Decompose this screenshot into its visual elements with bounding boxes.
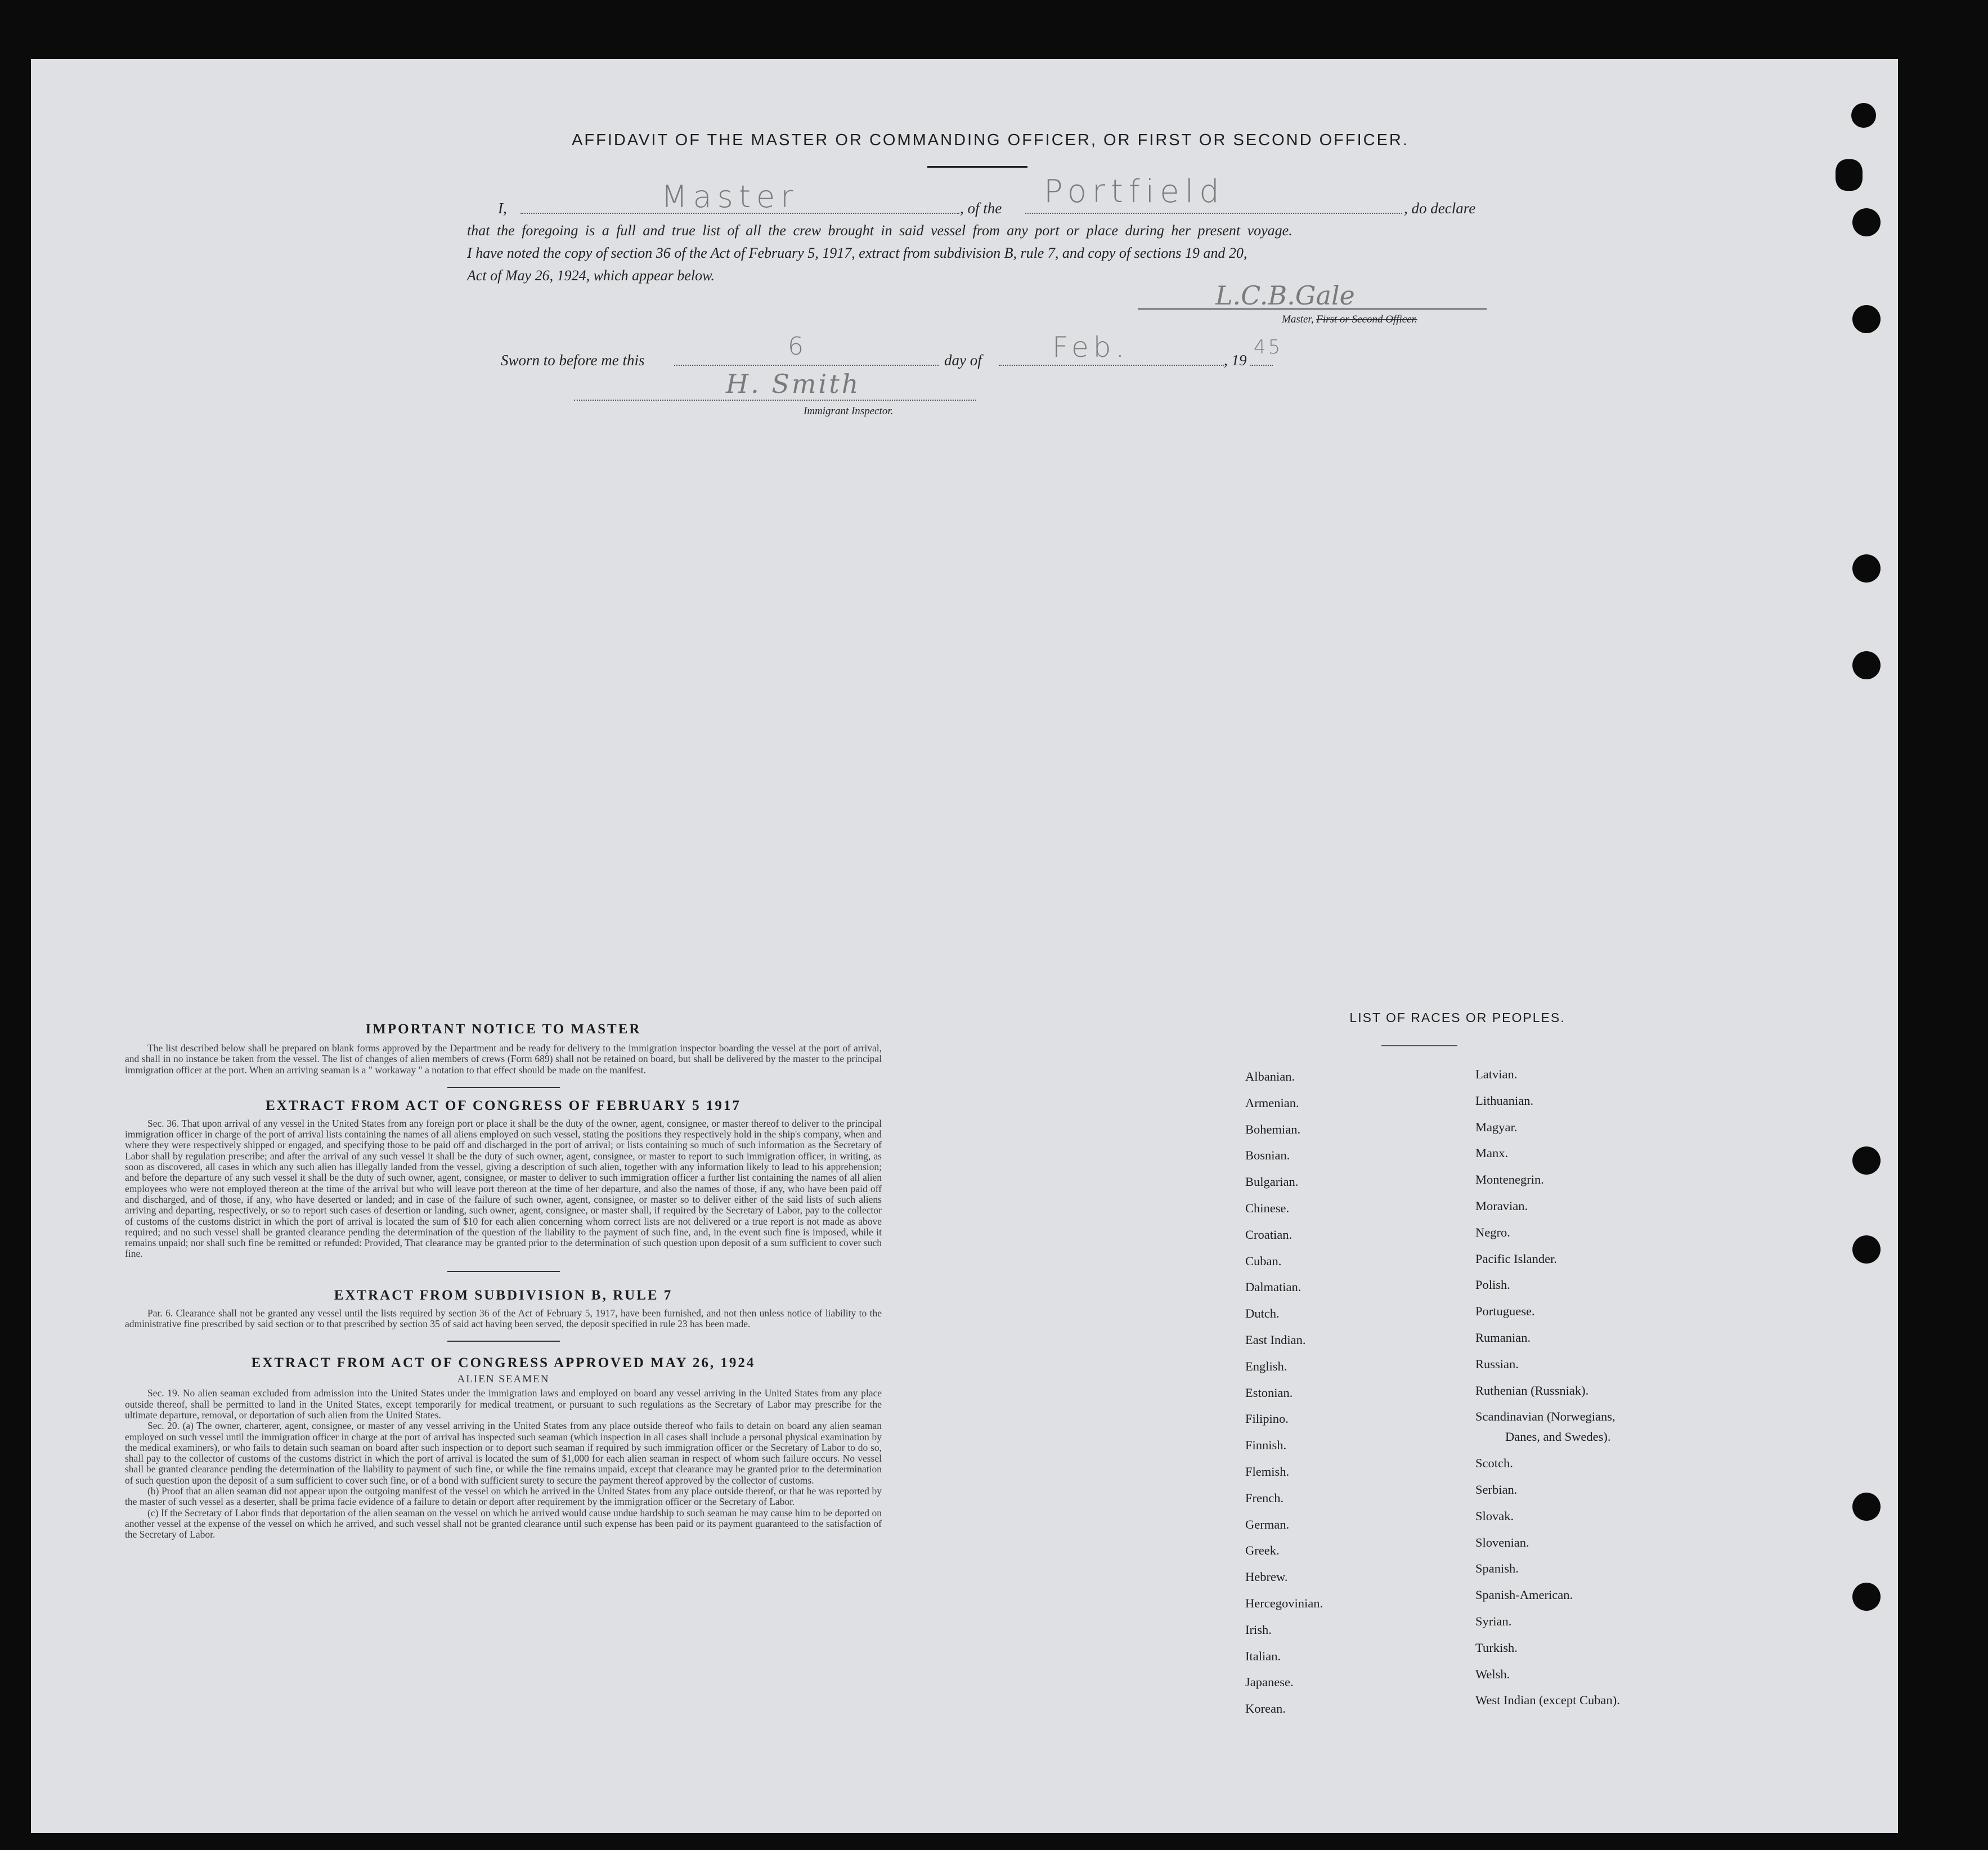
race-item: Rumanian. — [1475, 1331, 1531, 1345]
races-title: LIST OF RACES OR PEOPLES. — [1349, 1010, 1565, 1025]
day-of-label: day of — [944, 352, 982, 369]
officer-handwritten: Master — [661, 179, 799, 214]
sworn-month-line — [999, 365, 1224, 366]
race-item: Croatian. — [1245, 1227, 1293, 1242]
race-item: Hercegovinian. — [1245, 1596, 1323, 1610]
race-item: Flemish. — [1245, 1464, 1290, 1479]
race-item: Hebrew. — [1245, 1570, 1288, 1584]
punch-hole — [1852, 1493, 1881, 1521]
vessel-line — [1025, 213, 1402, 214]
inspector-signature: H. Smith — [726, 369, 861, 399]
punch-hole — [1851, 103, 1876, 128]
race-item: Greek. — [1245, 1543, 1280, 1558]
race-item: West Indian (except Cuban). — [1475, 1693, 1620, 1708]
race-item: English. — [1245, 1359, 1287, 1373]
race-item: Slovak. — [1475, 1508, 1514, 1523]
punch-hole — [1852, 1146, 1881, 1175]
inspector-signature-line — [574, 400, 976, 401]
race-item: Russian. — [1475, 1356, 1519, 1371]
i-label: I, — [498, 200, 507, 217]
race-item: Montenegrin. — [1475, 1172, 1544, 1187]
punch-hole — [1852, 1583, 1881, 1611]
extract-1917-body: Sec. 36. That upon arrival of any vessel in the United States from any foreign port or place it shall be the duty of the owner, agent, consignee, or master thereof to deliver to the principal immigration officer in charge of the port of arrival lists containing the names of all aliens employed on such vessel, stating the positions they respectively hold in the ship's company, when and where they were respectively shipped or engaged, and specifying those to be paid off and discharged in the port of arrival; or lists containing so much of such information as the Secretary of Labor shall by regulation prescribe; and after the arrival of any such vessel it shall be the duty of such owner, agent, consignee, or master to report to such immigration officer, in writing, as soon as discovered, all cases in which any such alien has illegally landed from the vessel, giving a description of such alien, together with any information likely to lead to his apprehension; and before the departure of any such vessel it shall be the duty of such owner, agent, consignee, or master to deliver to such immigration officer a further list containing the names of all alien employees who were not employed thereon at the time of the arrival but who will leave port thereon at the time of her departure, and also the names of those, if any, who have been paid off and discharged, and of those, if any, who have deserted or landed; and in case of the failure of such owner, agent, consignee, or master so to deliver either of the said lists of such aliens arriving and departing, respectively, or so to report such cases of desertion or landing, such owner, agent, consignee, or master shall, if required by the Secretary of Labor, pay to the collector of customs of the customs district in which the port of arrival is located the sum of $10 for each alien concerning whom correct lists are not delivered or a true report is not made as above required; and no such vessel shall be granted clearance pending the determination of the question of the liability to the payment of such fine, and, in the event such fine is imposed, while it remains unpaid; nor shall such fine be remitted or refunded: Provided, That clearance may be granted prior to the determination of such question upon deposit of a sum sufficient to cover such fine. — [125, 1117, 882, 1260]
races-column-1 — [1245, 1069, 1448, 1733]
punch-hole — [1852, 651, 1881, 679]
do-declare-label: , do declare — [1404, 200, 1476, 217]
race-item: Latvian. — [1475, 1067, 1518, 1081]
punch-hole — [1836, 159, 1863, 191]
extract-1924-sec19: Sec. 19. No alien seaman excluded from admission into the United States under the immigration laws and employed on board any vessel arriving in the United States from any place outside thereof, shall be permitted to land in the United States, except temporarily for medical treatment, or pursuant to such regulations as the Secretary of Labor may prescribe for the ultimate departure, removal, or deportation of such alien from the United States. — [125, 1387, 882, 1421]
race-item: Armenian. — [1245, 1095, 1299, 1110]
year-line — [1250, 365, 1273, 366]
section-rule — [447, 1341, 560, 1342]
year-prefix: , 19 — [1224, 352, 1247, 369]
race-item: Scotch. — [1475, 1456, 1513, 1471]
race-item: Serbian. — [1475, 1482, 1518, 1497]
extract-rule7-title: EXTRACT FROM SUBDIVISION B, RULE 7 — [334, 1287, 673, 1303]
master-signature-line — [1138, 308, 1487, 310]
punch-hole — [1852, 554, 1881, 583]
race-item: Bulgarian. — [1245, 1175, 1299, 1189]
extract-1924-title: EXTRACT FROM ACT OF CONGRESS APPROVED MAY 26, 1924 — [251, 1355, 756, 1371]
sworn-label: Sworn to before me this — [501, 352, 645, 369]
race-item: Bohemian. — [1245, 1122, 1301, 1136]
notices-column — [125, 1022, 882, 1540]
race-item: Welsh. — [1475, 1667, 1510, 1681]
sworn-day-line — [674, 365, 939, 366]
notice-title: IMPORTANT NOTICE TO MASTER — [365, 1022, 641, 1037]
race-item: Filipino. — [1245, 1412, 1289, 1426]
race-item: Magyar. — [1475, 1119, 1518, 1134]
punch-hole — [1852, 208, 1881, 236]
signature-label — [1282, 313, 1417, 326]
race-item: Japanese. — [1245, 1675, 1294, 1690]
struck-label: First or Second Officer. — [1316, 313, 1417, 325]
section-rule — [447, 1087, 560, 1088]
affidavit-line-3: I have noted the copy of section 36 of the Act of February 5, 1917, extract from subdivision B, rule 7, and copy of sections 19 and 20, — [467, 245, 1247, 261]
inspector-label: Immigrant Inspector. — [804, 405, 894, 417]
race-item: Polish. — [1475, 1278, 1510, 1292]
race-item: Dalmatian. — [1245, 1280, 1302, 1294]
race-item: Bosnian. — [1245, 1148, 1290, 1163]
race-item: German. — [1245, 1517, 1290, 1531]
race-item: Lithuanian. — [1475, 1093, 1534, 1108]
of-the-label: , of the — [960, 200, 1002, 217]
race-item: Estonian. — [1245, 1385, 1293, 1400]
affidavit-line-2: that the foregoing is a full and true list of all the crew brought in said vessel from any port or place during her present voyage. — [467, 222, 1293, 239]
race-item: Irish. — [1245, 1622, 1272, 1637]
affidavit-title: AFFIDAVIT OF THE MASTER OR COMMANDING OFFICER, OR FIRST OR SECOND OFFICER. — [572, 131, 1409, 149]
race-item: Dutch. — [1245, 1306, 1280, 1321]
race-item: East Indian. — [1245, 1333, 1306, 1347]
race-item: Chinese. — [1245, 1201, 1290, 1215]
race-item: Cuban. — [1245, 1253, 1282, 1268]
race-item: Scandinavian (Norwegians, — [1475, 1409, 1615, 1424]
race-item: Spanish. — [1475, 1561, 1519, 1576]
title-rule — [927, 166, 1027, 168]
notice-body: The list described below shall be prepared on blank forms approved by the Department and be ready for delivery to the immigration inspector boarding the vessel at the port of arrival, and shall in no instance be taken from the vessel. The list of changes of alien members of crews (Form 689) shall not be retained on board, but shall be delivered by the master to the principal immigration officer at the port. When an arriving seaman is a " workaway " a notation to that effect should be made on the manifest. — [125, 1042, 882, 1076]
section-rule — [447, 1271, 560, 1272]
extract-rule7-body: Par. 6. Clearance shall not be granted any vessel until the lists required by section 36 of the Act of February 5, 1917, have been furnished, and not then unless notice of liability to the administrative fine prescribed by said section or to that prescribed by section 35 of said act having been served, the deposit specified in rule 23 has been made. — [125, 1307, 882, 1330]
races-title-rule — [1381, 1045, 1457, 1046]
affidavit-line-4: Act of May 26, 1924, which appear below. — [467, 267, 715, 284]
master-label: Master, — [1282, 313, 1314, 325]
race-item: Syrian. — [1475, 1614, 1512, 1628]
master-signature: L.C.B.Gale — [1215, 280, 1355, 311]
extract-1924-sec20b: (b) Proof that an alien seaman did not appear upon the outgoing manifest of the vessel on which he arrived in the United States from any place outside thereof, or that he was reported by the master of such vessel as a deserter, shall be prima facie evidence of a failure to detain or deport after requirement by the immigration officer or the Secretary of Labor. — [125, 1485, 882, 1508]
sworn-month-handwritten: Feb. — [1052, 331, 1129, 364]
punch-hole — [1852, 1235, 1881, 1264]
race-item: Danes, and Swedes). — [1505, 1430, 1611, 1444]
race-item: Finnish. — [1245, 1438, 1287, 1453]
race-item: Manx. — [1475, 1146, 1509, 1161]
races-column-2 — [1475, 1067, 1712, 1731]
extract-1917-title: EXTRACT FROM ACT OF CONGRESS OF FEBRUARY 5 1917 — [266, 1098, 741, 1113]
year-handwritten: 45 — [1254, 336, 1283, 359]
race-item: Slovenian. — [1475, 1535, 1529, 1549]
race-item: Negro. — [1475, 1225, 1510, 1239]
race-item: Pacific Islander. — [1475, 1251, 1557, 1266]
extract-1924-sec20c: (c) If the Secretary of Labor finds that deportation of the alien seaman on the vessel on which he arrived would cause undue hardship to such seaman he may cause him to be deported on another vessel at the expense of the vessel on which he arrived, and such vessel shall not be granted clearance until such expense has been paid or its payment guaranteed to the satisfaction of the Secretary of Labor. — [125, 1507, 882, 1540]
extract-1924-subtitle: ALIEN SEAMEN — [457, 1373, 550, 1386]
race-item: Italian. — [1245, 1649, 1281, 1663]
sworn-day-handwritten: 6 — [788, 332, 804, 361]
extract-1924-sec20a: Sec. 20. (a) The owner, charterer, agent, consignee, or master of any vessel arriving in the United States from any place outside thereof who fails to detain on board any alien seaman employed on such vessel until the immigration officer in charge at the port of arrival has inspected such seaman (which inspection in all cases shall include a personal physical examination by the medical examiners), or who fails to detain such seaman on board after such inspection or to deport such seaman if required by such immigration officer or the Secretary of Labor to do so, shall pay to the collector of customs of the customs district in which the port of arrival is located the sum of $1,000 for each alien seaman in respect of whom such failure occurs. No vessel shall be granted clearance pending the determination of the liability to payment of such fine, or while the fine remains unpaid, except that clearance may be granted prior to the determination of such question upon the deposit of a sum sufficient to cover such fine, or of a bond with sufficient surety to secure the payment thereof approved by the collector of customs. — [125, 1420, 882, 1486]
race-item: Spanish-American. — [1475, 1588, 1573, 1602]
race-item: Turkish. — [1475, 1640, 1518, 1655]
race-item: Ruthenian (Russniak). — [1475, 1383, 1589, 1397]
vessel-handwritten: Portfield — [1044, 173, 1225, 210]
race-item: French. — [1245, 1490, 1284, 1505]
race-item: Moravian. — [1475, 1199, 1528, 1213]
race-item: Korean. — [1245, 1701, 1286, 1716]
race-item: Albanian. — [1245, 1069, 1295, 1083]
punch-hole — [1852, 305, 1881, 333]
race-item: Portuguese. — [1475, 1304, 1535, 1319]
